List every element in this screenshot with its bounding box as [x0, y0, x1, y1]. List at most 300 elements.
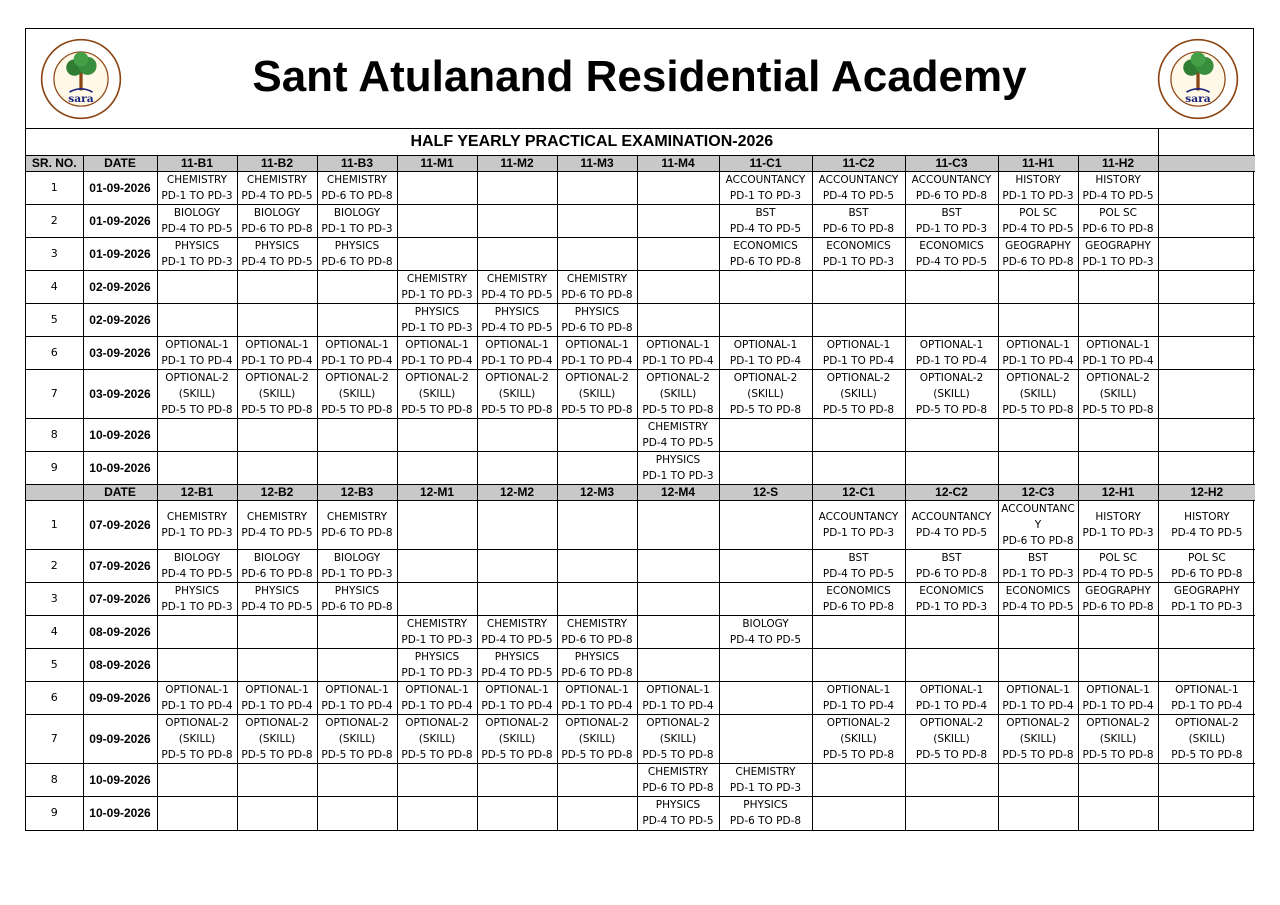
empty-cell: [998, 452, 1078, 485]
exam-slot-cell: [637, 452, 719, 485]
empty-cell: [557, 172, 637, 205]
sr-no-cell: 4: [26, 271, 83, 304]
empty-cell: [397, 205, 477, 238]
period-label: PD-6 TO PD-8: [915, 190, 988, 202]
subject-label: BIOLOGY: [253, 552, 301, 564]
subject-label: OPTIONAL-1: [245, 339, 309, 351]
period-label: (SKILL): [418, 733, 456, 745]
exam-slot-cell: [397, 682, 477, 715]
empty-cell: [998, 649, 1078, 682]
exam-slot-cell: [812, 172, 905, 205]
empty-cell: [557, 419, 637, 452]
empty-cell: [237, 452, 317, 485]
exam-slot-cell: [317, 501, 397, 550]
empty-cell: [557, 764, 637, 797]
school-logo-icon: [1157, 38, 1239, 120]
empty-cell: [157, 616, 237, 649]
table-row: [26, 172, 1255, 205]
subject-label: ECONOMICS: [919, 585, 984, 597]
empty-cell: [812, 304, 905, 337]
period-label: PD-5 TO PD-8: [915, 749, 988, 761]
exam-slot-cell: [812, 501, 905, 550]
exam-slot-cell: [719, 238, 812, 271]
subject-label: OPTIONAL-1: [565, 339, 629, 351]
subject-label: OPTIONAL-1: [405, 684, 469, 696]
empty-cell: [237, 764, 317, 797]
period-label: (SKILL): [578, 733, 616, 745]
column-header: 11-B3: [317, 156, 397, 172]
period-label: PD-5 TO PD-8: [1002, 749, 1074, 761]
empty-cell: [1078, 764, 1158, 797]
exam-slot-cell: [637, 682, 719, 715]
date-cell: 10-09-2026: [83, 764, 157, 797]
period-label: PD-1 TO PD-4: [321, 700, 393, 712]
empty-cell: [1158, 172, 1255, 205]
period-label: (SKILL): [578, 388, 616, 400]
subject-label: BST: [941, 552, 962, 564]
exam-slot-cell: [998, 205, 1078, 238]
table-row: [26, 764, 1255, 797]
sr-no-cell: 2: [26, 550, 83, 583]
empty-cell: [637, 501, 719, 550]
period-label: PD-4 TO PD-5: [161, 223, 233, 235]
exam-slot-cell: [637, 715, 719, 764]
empty-cell: [157, 419, 237, 452]
period-label: PD-1 TO PD-3: [729, 190, 802, 202]
subject-label: OPTIONAL-1: [826, 684, 891, 696]
empty-cell: [1158, 616, 1255, 649]
exam-slot-cell: [1078, 550, 1158, 583]
subject-label: OPTIONAL-1: [1175, 684, 1239, 696]
exam-slot-cell: [637, 764, 719, 797]
empty-cell: [905, 616, 998, 649]
empty-cell: [317, 452, 397, 485]
period-label: PD-6 TO PD-8: [1082, 223, 1154, 235]
table-row: [26, 583, 1255, 616]
exam-slot-cell: [719, 337, 812, 370]
period-label: PD-4 TO PD-5: [241, 527, 313, 539]
exam-slot-cell: [905, 337, 998, 370]
exam-slot-cell: [557, 649, 637, 682]
table-row: [26, 501, 1255, 550]
period-label: PD-4 TO PD-5: [1002, 601, 1074, 613]
section_12-header-row: [26, 485, 1255, 501]
period-label: PD-4 TO PD-5: [729, 223, 802, 235]
period-label: PD-1 TO PD-4: [729, 355, 802, 367]
empty-cell: [719, 271, 812, 304]
subject-label: CHEMISTRY: [326, 511, 388, 523]
table-row: [26, 370, 1255, 419]
subject-label: OPTIONAL-2: [1175, 717, 1239, 729]
period-label: PD-4 TO PD-5: [915, 256, 988, 268]
exam-slot-cell: [905, 715, 998, 764]
exam-slot-cell: [812, 205, 905, 238]
exam-slot-cell: [237, 370, 317, 419]
empty-cell: [1078, 649, 1158, 682]
exam-slot-cell: [157, 501, 237, 550]
empty-cell: [637, 205, 719, 238]
exam-slot-cell: [719, 616, 812, 649]
subject-label: ECONOMICS: [1005, 585, 1071, 597]
empty-cell: [557, 550, 637, 583]
column-header: 11-H2: [1078, 156, 1158, 172]
subject-label: OPTIONAL-2: [826, 717, 891, 729]
subject-label: OPTIONAL-1: [733, 339, 798, 351]
period-label: (SKILL): [498, 388, 536, 400]
empty-cell: [812, 616, 905, 649]
empty-cell: [719, 501, 812, 550]
subject-label: PHYSICS: [254, 240, 300, 252]
subject-label: POL SC: [1099, 552, 1137, 564]
exam-slot-cell: [237, 238, 317, 271]
sr-no-cell: 9: [26, 797, 83, 830]
date-cell: 09-09-2026: [83, 715, 157, 764]
empty-cell: [1078, 452, 1158, 485]
empty-cell: [1158, 271, 1255, 304]
period-label: (SKILL): [933, 733, 970, 745]
date-cell: 08-09-2026: [83, 616, 157, 649]
exam-slot-cell: [905, 172, 998, 205]
empty-cell: [998, 616, 1078, 649]
period-label: PD-1 TO PD-3: [1171, 601, 1243, 613]
subject-label: CHEMISTRY: [486, 618, 548, 630]
period-label: PD-1 TO PD-3: [161, 256, 233, 268]
empty-cell: [397, 238, 477, 271]
subject-label: ACCOUNTANC: [1001, 503, 1075, 515]
period-label: PD-4 TO PD-5: [481, 289, 553, 301]
subject-label: CHEMISTRY: [647, 766, 709, 778]
exam-slot-cell: [237, 172, 317, 205]
subject-label: CHEMISTRY: [735, 766, 796, 778]
period-label: PD-5 TO PD-8: [401, 749, 473, 761]
sr-no-cell: 4: [26, 616, 83, 649]
subject-label: OPTIONAL-2: [245, 372, 309, 384]
subject-label: OPTIONAL-1: [485, 339, 549, 351]
exam-slot-cell: [317, 682, 397, 715]
period-label: PD-1 TO PD-3: [915, 223, 988, 235]
exam-slot-cell: [812, 238, 905, 271]
exam-slot-cell: [812, 583, 905, 616]
column-header: 12-M2: [477, 485, 557, 501]
period-label: PD-5 TO PD-8: [1002, 404, 1074, 416]
exam-slot-cell: [812, 370, 905, 419]
subject-label: PHYSICS: [494, 651, 540, 663]
period-label: PD-6 TO PD-8: [321, 527, 393, 539]
period-label: PD-1 TO PD-3: [401, 667, 473, 679]
empty-cell: [1078, 271, 1158, 304]
column-header: DATE: [83, 485, 157, 501]
empty-cell: [477, 205, 557, 238]
subject-label: OPTIONAL-2: [733, 372, 798, 384]
empty-cell: [1078, 304, 1158, 337]
subject-label: ACCOUNTANCY: [818, 174, 899, 186]
column-header: 12-H2: [1158, 485, 1255, 501]
period-label: PD-4 TO PD-5: [481, 667, 553, 679]
period-label: PD-1 TO PD-4: [822, 355, 895, 367]
empty-cell: [719, 304, 812, 337]
exam-slot-cell: [719, 205, 812, 238]
exam-slot-cell: [317, 238, 397, 271]
empty-cell: [1158, 370, 1255, 419]
empty-cell: [317, 419, 397, 452]
empty-cell: [812, 271, 905, 304]
subject-label: OPTIONAL-2: [485, 717, 549, 729]
table-row: [26, 715, 1255, 764]
sr-no-cell: 3: [26, 238, 83, 271]
empty-cell: [1158, 304, 1255, 337]
subject-label: PHYSICS: [655, 799, 701, 812]
empty-cell: [637, 172, 719, 205]
exam-slot-cell: [237, 715, 317, 764]
exam-slot-cell: [237, 205, 317, 238]
empty-cell: [317, 616, 397, 649]
sr-no-cell: 3: [26, 583, 83, 616]
subject-label: OPTIONAL-1: [325, 684, 389, 696]
empty-cell: [1158, 452, 1255, 485]
period-label: PD-1 TO PD-4: [1082, 355, 1154, 367]
exam-slot-cell: [237, 682, 317, 715]
period-label: PD-4 TO PD-5: [161, 568, 233, 580]
period-label: PD-1 TO PD-4: [915, 700, 988, 712]
subject-label: OPTIONAL-1: [826, 339, 891, 351]
period-label: PD-1 TO PD-4: [822, 700, 895, 712]
empty-cell: [397, 172, 477, 205]
subject-label: BST: [848, 552, 869, 564]
column-header: 12-H1: [1078, 485, 1158, 501]
empty-cell: [157, 649, 237, 682]
column-header: 12-C1: [812, 485, 905, 501]
period-label: (SKILL): [338, 733, 376, 745]
date-cell: 01-09-2026: [83, 172, 157, 205]
subject-label: OPTIONAL-2: [565, 372, 629, 384]
subject-label: OPTIONAL-1: [1006, 339, 1070, 351]
subject-label: OPTIONAL-2: [646, 372, 710, 384]
subject-label: HISTORY: [1015, 174, 1061, 186]
period-label: PD-1 TO PD-4: [1002, 355, 1074, 367]
subject-label: ECONOMICS: [733, 240, 798, 252]
empty-cell: [719, 452, 812, 485]
period-label: (SKILL): [1188, 733, 1226, 745]
subject-label: PHYSICS: [743, 799, 788, 812]
subject-label: BIOLOGY: [173, 207, 221, 219]
period-label: PD-1 TO PD-3: [161, 601, 233, 613]
subject-label: CHEMISTRY: [406, 618, 468, 630]
exam-slot-cell: [905, 583, 998, 616]
table-row: [26, 271, 1255, 304]
subject-label: BIOLOGY: [742, 618, 789, 630]
subject-label: ACCOUNTANCY: [911, 174, 992, 186]
exam-slot-cell: [1078, 370, 1158, 419]
period-label: PD-1 TO PD-4: [561, 700, 633, 712]
exam-slot-cell: [157, 238, 237, 271]
exam-slot-cell: [719, 764, 812, 797]
empty-cell: [237, 797, 317, 830]
exam-slot-cell: [1078, 501, 1158, 550]
exam-slot-cell: [477, 304, 557, 337]
empty-cell: [719, 682, 812, 715]
subject-label: OPTIONAL-1: [1006, 684, 1070, 696]
period-label: (SKILL): [747, 388, 784, 400]
subject-label: OPTIONAL-2: [1006, 717, 1070, 729]
exam-slot-cell: [157, 370, 237, 419]
subject-label: GEOGRAPHY: [1085, 240, 1151, 252]
empty-cell: [905, 797, 998, 830]
empty-cell: [557, 583, 637, 616]
school-name: Sant Atulanand Residential Academy: [252, 52, 1027, 101]
empty-cell: [477, 452, 557, 485]
empty-cell: [637, 271, 719, 304]
exam-slot-cell: [477, 370, 557, 419]
sr-no-cell: 8: [26, 419, 83, 452]
date-cell: 03-09-2026: [83, 370, 157, 419]
column-header: SR. NO.: [26, 156, 83, 172]
empty-cell: [317, 271, 397, 304]
period-label: PD-6 TO PD-8: [642, 782, 714, 794]
empty-cell: [812, 419, 905, 452]
empty-cell: [637, 649, 719, 682]
exam-slot-cell: [905, 501, 998, 550]
exam-slot-cell: [905, 682, 998, 715]
empty-cell: [157, 797, 237, 830]
date-cell: 10-09-2026: [83, 419, 157, 452]
exam-slot-cell: [397, 337, 477, 370]
subject-label: BST: [755, 207, 776, 219]
empty-cell: [1158, 419, 1255, 452]
sr-no-cell: 6: [26, 682, 83, 715]
column-header: 12-C2: [905, 485, 998, 501]
period-label: PD-6 TO PD-8: [822, 223, 895, 235]
exam-slot-cell: [157, 337, 237, 370]
column-header: [1158, 156, 1255, 172]
period-label: PD-6 TO PD-8: [241, 568, 313, 580]
exam-slot-cell: [317, 205, 397, 238]
empty-cell: [397, 452, 477, 485]
date-cell: 07-09-2026: [83, 550, 157, 583]
period-label: PD-6 TO PD-8: [1002, 535, 1074, 547]
table-row: [26, 452, 1255, 485]
exam-slot-cell: [905, 205, 998, 238]
period-label: PD-4 TO PD-5: [241, 601, 313, 613]
timetable-sheet: [25, 28, 1254, 831]
exam-slot-cell: [719, 172, 812, 205]
date-cell: 02-09-2026: [83, 271, 157, 304]
period-label: PD-5 TO PD-8: [241, 749, 313, 761]
period-label: PD-1 TO PD-4: [241, 700, 313, 712]
subject-label: OPTIONAL-2: [919, 372, 984, 384]
empty-cell: [397, 550, 477, 583]
empty-cell: [157, 304, 237, 337]
date-cell: 10-09-2026: [83, 452, 157, 485]
empty-cell: [812, 797, 905, 830]
table-row: [26, 337, 1255, 370]
sr-no-cell: 1: [26, 501, 83, 550]
subject-label: CHEMISTRY: [326, 174, 388, 186]
subject-label: OPTIONAL-1: [1086, 684, 1150, 696]
sr-no-cell: 9: [26, 452, 83, 485]
subject-label: OPTIONAL-2: [1086, 717, 1150, 729]
section_11-header-row: [26, 156, 1255, 172]
period-label: PD-1 TO PD-4: [1002, 700, 1074, 712]
subject-label: ACCOUNTANCY: [911, 511, 992, 523]
column-header: 11-C1: [719, 156, 812, 172]
period-label: PD-6 TO PD-8: [1002, 256, 1074, 268]
exam-slot-cell: [317, 550, 397, 583]
exam-slot-cell: [477, 682, 557, 715]
period-label: PD-1 TO PD-4: [401, 355, 473, 367]
subject-label: BST: [1027, 552, 1049, 564]
exam-slot-cell: [477, 715, 557, 764]
empty-cell: [719, 583, 812, 616]
period-label: PD-1 TO PD-4: [561, 355, 633, 367]
period-label: Y: [1034, 519, 1042, 531]
empty-cell: [1158, 205, 1255, 238]
exam-slot-cell: [157, 550, 237, 583]
subject-label: CHEMISTRY: [166, 511, 228, 523]
subject-label: BIOLOGY: [333, 552, 381, 564]
sr-no-cell: 6: [26, 337, 83, 370]
empty-cell: [477, 172, 557, 205]
subject-label: HISTORY: [1095, 511, 1141, 523]
exam-slot-cell: [557, 337, 637, 370]
period-label: PD-1 TO PD-3: [161, 190, 233, 202]
empty-cell: [1158, 649, 1255, 682]
empty-cell: [812, 452, 905, 485]
period-label: PD-4 TO PD-5: [1082, 568, 1154, 580]
empty-cell: [157, 271, 237, 304]
subject-label: OPTIONAL-2: [646, 717, 710, 729]
exam-slot-cell: [1078, 337, 1158, 370]
empty-cell: [1078, 616, 1158, 649]
sr-no-cell: 1: [26, 172, 83, 205]
period-label: PD-6 TO PD-8: [1082, 601, 1154, 613]
exam-slot-cell: [477, 271, 557, 304]
exam-slot-cell: [637, 419, 719, 452]
period-label: PD-1 TO PD-3: [401, 289, 473, 301]
period-label: PD-1 TO PD-4: [1171, 700, 1243, 712]
period-label: (SKILL): [1019, 733, 1057, 745]
empty-cell: [477, 583, 557, 616]
period-label: PD-4 TO PD-5: [822, 568, 895, 580]
period-label: PD-1 TO PD-3: [1082, 256, 1154, 268]
period-label: PD-6 TO PD-8: [561, 634, 633, 646]
period-label: PD-1 TO PD-3: [642, 470, 714, 482]
subject-label: CHEMISTRY: [566, 618, 628, 630]
subject-label: BIOLOGY: [173, 552, 221, 564]
subject-label: BST: [941, 207, 962, 219]
page-header: [26, 29, 1253, 129]
exam-slot-cell: [812, 682, 905, 715]
period-label: (SKILL): [338, 388, 376, 400]
empty-cell: [397, 583, 477, 616]
empty-cell: [557, 205, 637, 238]
exam-timetable: [26, 129, 1255, 830]
exam-slot-cell: [397, 370, 477, 419]
subject-label: PHYSICS: [574, 651, 620, 663]
empty-cell: [397, 501, 477, 550]
period-label: PD-1 TO PD-3: [161, 527, 233, 539]
period-label: PD-6 TO PD-8: [321, 190, 393, 202]
svg-text:sara: sara: [68, 91, 94, 105]
empty-cell: [557, 501, 637, 550]
period-label: PD-4 TO PD-5: [241, 256, 313, 268]
table-row: [26, 304, 1255, 337]
subject-label: OPTIONAL-1: [165, 684, 229, 696]
period-label: PD-1 TO PD-3: [401, 634, 473, 646]
sr-no-cell: 7: [26, 370, 83, 419]
subject-label: BIOLOGY: [253, 207, 301, 219]
date-cell: 01-09-2026: [83, 205, 157, 238]
period-label: PD-5 TO PD-8: [1171, 749, 1243, 761]
